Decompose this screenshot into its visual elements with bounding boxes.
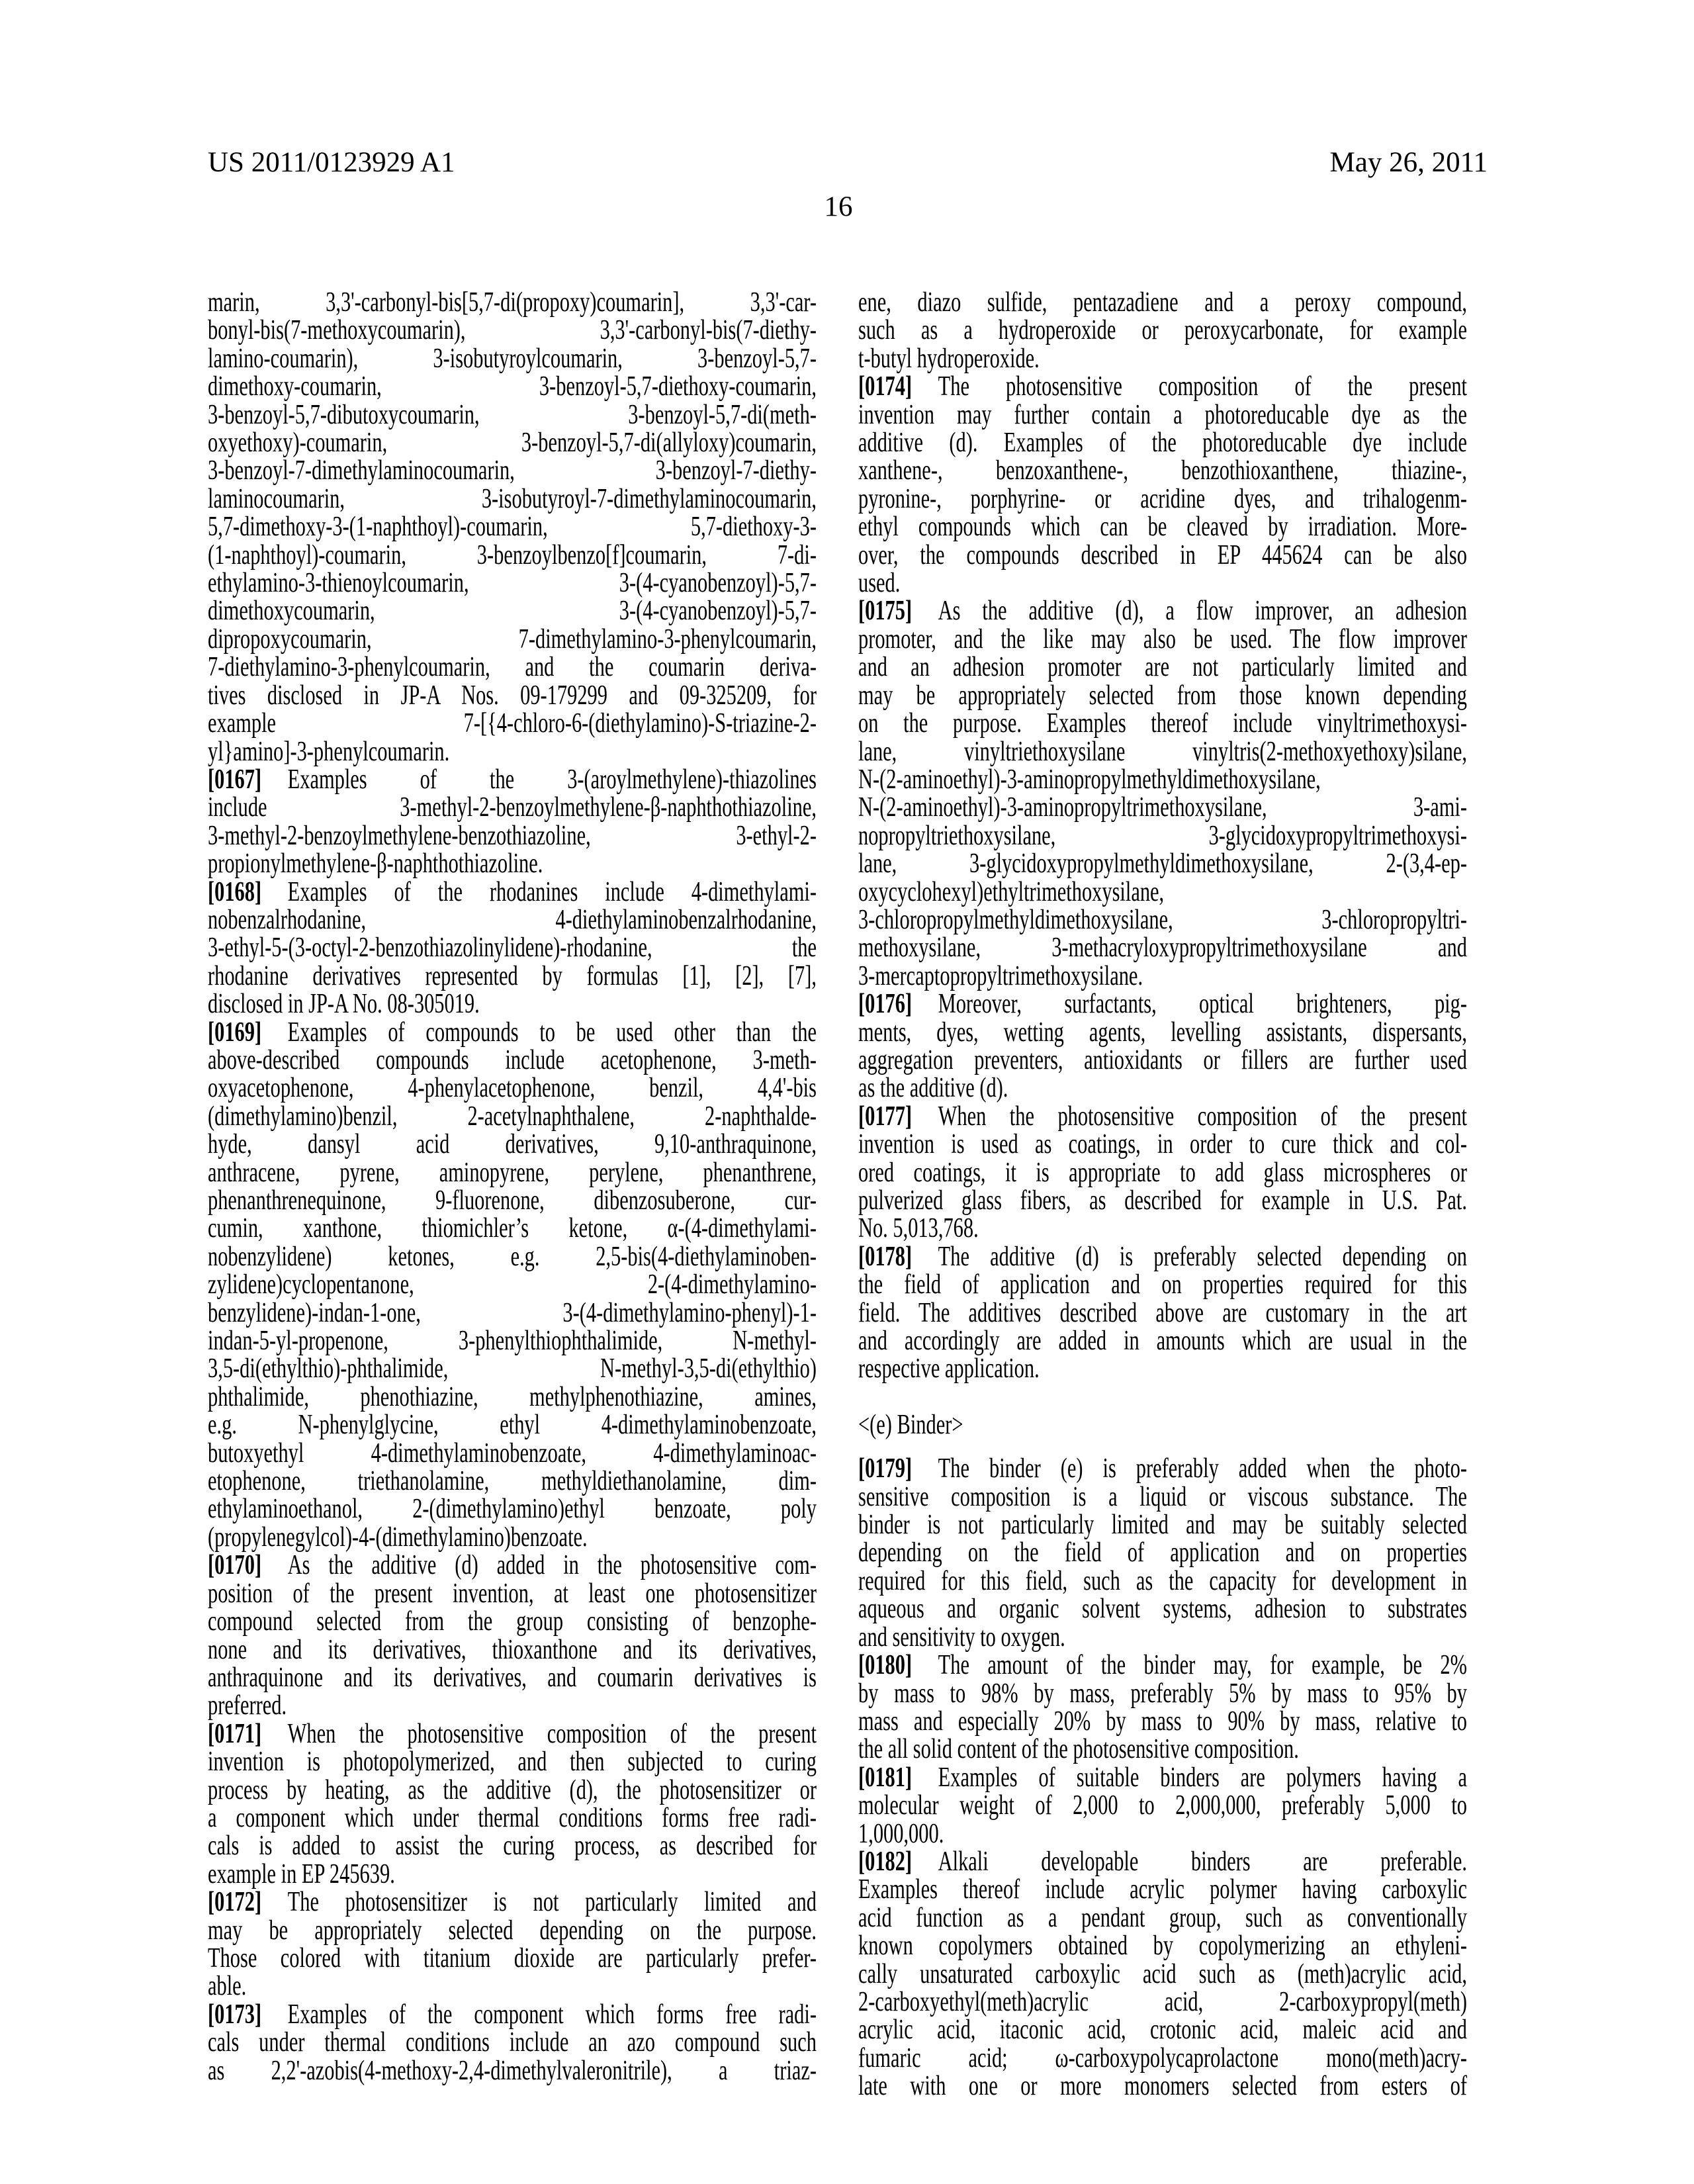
paragraph [208,1720,817,1888]
text-line: nobenzylidene) ketones, e.g. 2,5-bis(4-diethylaminoben- [208,1241,817,1272]
text-line: methoxysilane, 3-methacryloxypropyltrimethoxysilane and [858,933,1467,964]
text-line: cumin, xanthone, thiomichler’s ketone, α-(4-dimethylami- [208,1213,817,1244]
text-line: aggregation preventers, antioxidants or fillers are further used [858,1044,1467,1075]
paragraph-number: [0174] [858,371,913,402]
paragraph-number: [0177] [858,1101,913,1132]
paragraph-number: [0175] [858,596,913,627]
paragraph-number: [0170] [208,1550,262,1581]
text-line: oxycyclohexyl)ethyltrimethoxysilane, [858,876,1165,907]
text-line: field. The additives described above are customary in the art [858,1297,1467,1328]
text-line: a component which under thermal conditions forms free radi- [208,1802,817,1833]
line-text: As the additive (d) added in the photosensitive com- [287,1550,817,1581]
text-line: yl}amino]-3-phenylcoumarin. [208,736,450,767]
text-line [858,990,1467,1018]
text-line: binder is not particularly limited and may be suitably selected [858,1510,1467,1541]
text-line [208,1551,817,1579]
text-line: indan-5-yl-propenone, 3-phenylthiophthalimide, N-methyl- [208,1326,817,1357]
page-number: 16 [824,191,853,222]
paragraph-number: [0182] [858,1846,913,1877]
text-line: and sensitivity to oxygen. [858,1621,1065,1653]
column-right [858,289,1467,2101]
text-line [858,1651,1467,1679]
text-line: (1-naphthoyl)-coumarin, 3-benzoylbenzo[f]coumarin, 7-di- [208,539,817,570]
text-line: anthracene, pyrene, aminopyrene, perylene, phenanthrene, [208,1157,817,1188]
line-text: Examples of compounds to be used other than the [287,1017,817,1048]
text-line: used. [858,568,901,599]
paragraph-number: [0181] [858,1762,913,1793]
text-line: fumaric acid; ω-carboxypolycaprolactone mono(meth)acry- [858,2042,1467,2073]
paragraph-number: [0176] [858,989,913,1020]
text-line: N-(2-aminoethyl)-3-aminopropylmethyldimethoxysilane, [858,764,1321,795]
text-line: 3-chloropropylmethyldimethoxysilane, 3-chloropropyltri- [858,904,1467,935]
text-line: dimethoxycoumarin, 3-(4-cyanobenzoyl)-5,7- [208,596,817,627]
line-text: The binder (e) is preferably added when the photo- [938,1453,1467,1484]
text-line: 1,000,000. [858,1818,944,1849]
paragraph [208,1551,817,1719]
paragraph [858,597,1467,990]
line-text: As the additive (d), a flow improver, an adhesion [938,596,1467,627]
paragraph-number: [0168] [208,876,262,907]
text-line: nobenzalrhodanine, 4-diethylaminobenzalrhodanine, [208,904,817,935]
text-line: pulverized glass fibers, as described for example in U.S. Pat. [858,1185,1467,1216]
text-line: N-(2-aminoethyl)-3-aminopropyltrimethoxysilane, 3-ami- [858,792,1467,823]
text-line: include 3-methyl-2-benzoylmethylene-β-naphthothiazoline, [208,792,817,823]
section-heading [858,1411,1467,1439]
column-left [208,289,817,2085]
text-line: dipropoxycoumarin, 7-dimethylamino-3-phenylcoumarin, [208,623,817,655]
text-line: ene, diazo sulfide, pentazadiene and a peroxy compound, [858,287,1467,318]
paragraph [858,1243,1467,1383]
text-line: xanthene-, benzoxanthene-, benzothioxanthene, thiazine-, [858,455,1467,486]
text-line: as the additive (d). [858,1073,1008,1104]
text-line: phthalimide, phenothiazine, methylphenothiazine, amines, [208,1381,817,1412]
text-line: invention may further contain a photoreducable dye as the [858,399,1467,430]
text-line: rhodanine derivatives represented by formulas [1], [2], [7], [208,960,817,991]
line-text: Alkali developable binders are preferable. [938,1846,1467,1877]
line-text: The amount of the binder may, for example, be 2% [938,1650,1467,1681]
text-line: nopropyltriethoxysilane, 3-glycidoxypropyltrimethoxysi- [858,820,1467,851]
text-line: lane, vinyltriethoxysilane vinyltris(2-methoxyethoxy)silane, [858,736,1467,767]
text-line: laminocoumarin, 3-isobutyroyl-7-dimethylaminocoumarin, [208,483,817,514]
text-line: 3-ethyl-5-(3-octyl-2-benzothiazolinylidene)-rhodanine, the [208,933,817,964]
paragraph [208,1888,817,2001]
text-line: compound selected from the group consisting of benzophe- [208,1606,817,1637]
text-line: Those colored with titanium dioxide are particularly prefer- [208,1942,817,1974]
text-line: promoter, and the like may also be used. The flow improver [858,623,1467,655]
line-text: The additive (d) is preferably selected depending on [938,1241,1467,1272]
paragraph [858,990,1467,1103]
text-line: (dimethylamino)benzil, 2-acetylnaphthalene, 2-naphthalde- [208,1101,817,1132]
line-text: The photosensitive composition of the present [938,371,1467,402]
text-line: 2-carboxyethyl(meth)acrylic acid, 2-carboxypropyl(meth) [858,1986,1467,2017]
text-line: butoxyethyl 4-dimethylaminobenzoate, 4-dimethylaminoac- [208,1437,817,1469]
text-line: late with one or more monomers selected from esters of [858,2071,1467,2102]
text-line: depending on the field of application and on properties [858,1537,1467,1569]
publication-number: US 2011/0123929 A1 [208,147,455,178]
text-line [208,1019,817,1046]
text-line: cally unsaturated carboxylic acid such as (meth)acrylic acid, [858,1958,1467,1989]
paragraph-number: [0180] [858,1650,913,1681]
line-text: Examples of suitable binders are polymers having a [938,1762,1467,1793]
text-line: ethylamino-3-thienoylcoumarin, 3-(4-cyanobenzoyl)-5,7- [208,568,817,599]
text-line: invention is photopolymerized, and then subjected to curing [208,1747,817,1778]
line-text: Examples of the rhodanines include 4-dimethylami- [287,876,817,907]
text-line: 3,5-di(ethylthio)-phthalimide, N-methyl-3,5-di(ethylthio) [208,1353,817,1385]
paragraph [208,289,817,766]
text-line: acid function as a pendant group, such as conventionally [858,1902,1467,1933]
text-line: dimethoxy-coumarin, 3-benzoyl-5,7-diethoxy-coumarin, [208,371,817,402]
text-line [208,2001,817,2028]
text-line: 3-mercaptopropyltrimethoxysilane. [858,960,1143,991]
text-line [858,597,1467,625]
text-line: ments, dyes, wetting agents, levelling assistants, dispersants, [858,1017,1467,1048]
text-line: required for this field, such as the capacity for development in [858,1565,1467,1596]
text-line: respective application. [858,1353,1040,1385]
text-line: on the purpose. Examples thereof include vinyltrimethoxysi- [858,708,1467,739]
text-line: position of the present invention, at least one photosensitizer [208,1578,817,1609]
text-line: sensitive composition is a liquid or viscous substance. The [858,1481,1467,1512]
paragraph [858,1651,1467,1764]
paragraph [208,766,817,878]
text-line: 3-benzoyl-5,7-dibutoxycoumarin, 3-benzoyl-5,7-di(meth- [208,399,817,430]
text-line: and an adhesion promoter are not particularly limited and [858,652,1467,683]
text-line: preferred. [208,1690,287,1721]
paragraph-number: [0178] [858,1241,913,1272]
text-line: invention is used as coatings, in order to cure thick and col- [858,1129,1467,1160]
text-line: none and its derivatives, thioxanthone and its derivatives, [208,1634,817,1665]
paragraph-number: [0173] [208,1999,262,2030]
text-line: phenanthrenequinone, 9-fluorenone, dibenzosuberone, cur- [208,1185,817,1216]
text-line: disclosed in JP-A No. 08-305019. [208,989,480,1020]
text-line [858,1764,1467,1792]
text-line: zylidene)cyclopentanone, 2-(4-dimethylamino- [208,1269,817,1300]
text-line: example in EP 245639. [208,1858,395,1889]
text-line: the all solid content of the photosensitive composition. [858,1734,1299,1765]
paragraph-number: [0169] [208,1017,262,1048]
text-line: the field of application and on properties required for this [858,1269,1467,1300]
text-line: such as a hydroperoxide or peroxycarbonate, for example [858,315,1467,346]
text-line: oxyacetophenone, 4-phenylacetophenone, benzil, 4,4'-bis [208,1073,817,1104]
paragraph [208,878,817,1019]
text-line: (propylenegylcol)-4-(dimethylamino)benzoate. [208,1522,588,1553]
text-line: oxyethoxy)-coumarin, 3-benzoyl-5,7-di(allyloxy)coumarin, [208,428,817,459]
paragraph-number: [0179] [858,1453,913,1484]
paragraph [858,1103,1467,1243]
text-line: hyde, dansyl acid derivatives, 9,10-anthraquinone, [208,1129,817,1160]
text-line: etophenone, triethanolamine, methyldiethanolamine, dim- [208,1466,817,1497]
text-line [858,373,1467,400]
text-line [208,878,817,906]
text-line: marin, 3,3'-carbonyl-bis[5,7-di(propoxy)coumarin], 3,3'-car- [208,287,817,318]
publication-date: May 26, 2011 [1329,147,1488,178]
text-line: ethyl compounds which can be cleaved by irradiation. More- [858,512,1467,543]
text-line: benzylidene)-indan-1-one, 3-(4-dimethylamino-phenyl)-1- [208,1297,817,1328]
text-line: able. [208,1971,247,2002]
text-line: 7-diethylamino-3-phenylcoumarin, and the coumarin deriva- [208,652,817,683]
paragraph [208,2001,817,2085]
text-line: by mass to 98% by mass, preferably 5% by mass to 95% by [858,1678,1467,1709]
text-line: t-butyl hydroperoxide. [858,343,1040,374]
text-line: cals under thermal conditions include an azo compound such [208,2027,817,2058]
text-line: No. 5,013,768. [858,1213,979,1244]
text-line: acrylic acid, itaconic acid, crotonic acid, maleic acid and [858,2015,1467,2046]
text-line: ored coatings, it is appropriate to add glass microspheres or [858,1157,1467,1188]
text-line: aqueous and organic solvent systems, adhesion to substrates [858,1594,1467,1625]
text-line: mass and especially 20% by mass to 90% by mass, relative to [858,1706,1467,1737]
text-line: ethylaminoethanol, 2-(dimethylamino)ethyl benzoate, poly [208,1494,817,1525]
line-text: The photosensitizer is not particularly limited and [287,1887,817,1918]
text-line: may be appropriately selected from those known depending [858,680,1467,711]
paragraph [858,373,1467,597]
text-line: Examples thereof include acrylic polymer having carboxylic [858,1874,1467,1905]
text-line [208,766,817,794]
text-line [858,1243,1467,1271]
text-line: process by heating, as the additive (d), the photosensitizer or [208,1774,817,1805]
paragraph [858,1848,1467,2101]
text-line [208,1720,817,1748]
text-line: <(e) Binder> [858,1409,963,1440]
text-line: may be appropriately selected depending on the purpose. [208,1915,817,1946]
paragraph [858,1455,1467,1651]
text-line: molecular weight of 2,000 to 2,000,000, preferably 5,000 to [858,1790,1467,1821]
text-line: additive (d). Examples of the photoreducable dye include [858,428,1467,459]
text-line [858,1455,1467,1482]
text-line: e.g. N-phenylglycine, ethyl 4-dimethylaminobenzoate, [208,1410,817,1441]
text-line: lane, 3-glycidoxypropylmethyldimethoxysilane, 2-(3,4-ep- [858,848,1467,880]
line-text: Examples of the component which forms free radi- [287,1999,817,2030]
paragraph [208,1019,817,1552]
text-line: 3-methyl-2-benzoylmethylene-benzothiazoline, 3-ethyl-2- [208,820,817,851]
text-line [858,1848,1467,1876]
text-line: known copolymers obtained by copolymerizing an ethyleni- [858,1931,1467,1962]
text-line: cals is added to assist the curing process, as described for [208,1831,817,1862]
paragraph [858,1764,1467,1848]
text-line: propionylmethylene-β-naphthothiazoline. [208,848,543,880]
line-text: When the photosensitive composition of the present [938,1101,1467,1132]
paragraph-number: [0171] [208,1718,262,1749]
text-line: above-described compounds include acetophenone, 3-meth- [208,1044,817,1075]
text-line: tives disclosed in JP-A Nos. 09-179299 and 09-325209, for [208,680,817,711]
text-line: bonyl-bis(7-methoxycoumarin), 3,3'-carbonyl-bis(7-diethy- [208,315,817,346]
text-line: and accordingly are added in amounts which are usual in the [858,1326,1467,1357]
text-line: 5,7-dimethoxy-3-(1-naphthoyl)-coumarin, 5,7-diethoxy-3- [208,512,817,543]
text-line: anthraquinone and its derivatives, and coumarin derivatives is [208,1662,817,1693]
line-text: Examples of the 3-(aroylmethylene)-thiazolines [287,764,817,795]
text-line [208,1888,817,1916]
text-line: over, the compounds described in EP 445624 can be also [858,539,1467,570]
text-line: 3-benzoyl-7-dimethylaminocoumarin, 3-benzoyl-7-diethy- [208,455,817,486]
text-line: example 7-[{4-chloro-6-(diethylamino)-S-triazine-2- [208,708,817,739]
text-line: pyronine-, porphyrine- or acridine dyes, and trihalogenm- [858,483,1467,514]
text-line: as 2,2'-azobis(4-methoxy-2,4-dimethylvaleronitrile), a triaz- [208,2055,817,2086]
text-line [858,1103,1467,1130]
paragraph-number: [0167] [208,764,262,795]
line-text: When the photosensitive composition of the present [287,1718,817,1749]
line-text: Moreover, surfactants, optical brighteners, pig- [938,989,1467,1020]
paragraph [858,289,1467,373]
paragraph-number: [0172] [208,1887,262,1918]
text-line: lamino-coumarin), 3-isobutyroylcoumarin, 3-benzoyl-5,7- [208,343,817,374]
